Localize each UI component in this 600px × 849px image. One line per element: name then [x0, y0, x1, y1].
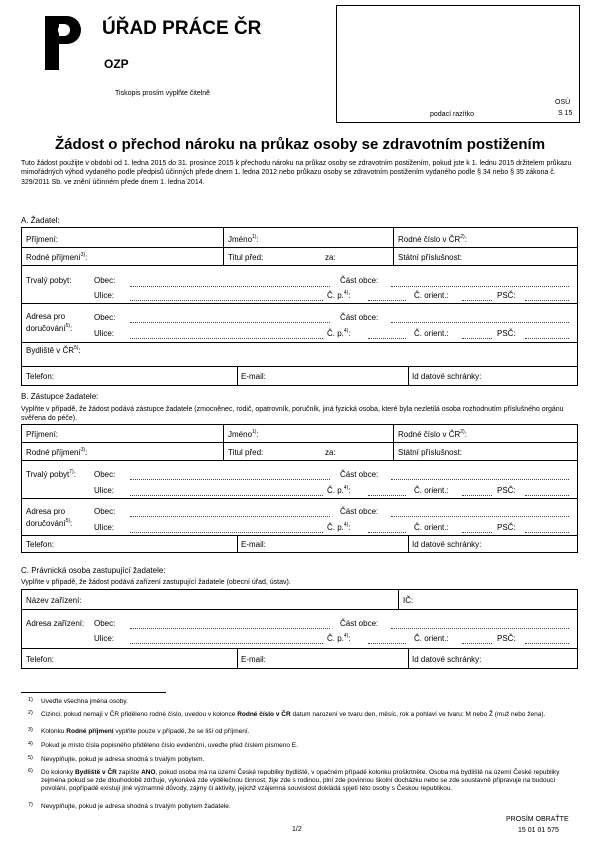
page-number: 1/2 [292, 826, 302, 833]
c-adresa-zarizeni-label: Adresa zařízení: [26, 619, 85, 628]
a-trvaly-pobyt-label: Trvalý pobyt: [26, 276, 72, 285]
office-name: ÚŘAD PRÁCE ČR [102, 18, 262, 39]
a-cast-obce2-label: Část obce: [340, 313, 379, 322]
a-adresa-pro-label: Adresa pro [26, 312, 66, 321]
c-ulice-label: Ulice: [94, 634, 115, 643]
footnote-text-part: ANO [141, 769, 156, 776]
a-c-orient2-label: Č. orient.: [414, 329, 449, 338]
a-ulice-label: Ulice: [94, 291, 115, 300]
footnote-text [41, 742, 576, 750]
c-obec-label: Obec: [94, 619, 116, 628]
c-ic-label: IČ: [403, 596, 414, 605]
footnote-number: 2) [28, 710, 33, 716]
footnote-text [41, 803, 576, 811]
c-cp-label: Č. p.$^{4)}$: [327, 633, 351, 643]
a-rodne-cislo-label: Rodné číslo v ČR$^{2)}$: [398, 234, 467, 244]
footnote-text-part: Nevyplňujte, pokud je adresa shodná s trvalým pobytem žadatele. [41, 803, 231, 810]
footnote-text [41, 698, 576, 706]
footnote-text-part: Kolonku [41, 728, 67, 735]
a-titul-pred-label: Titul před: [228, 253, 264, 262]
a-bydliste-label: Bydliště v ČR$^{5)}$: [26, 345, 81, 355]
b-ulice2-label: Ulice: [94, 523, 115, 532]
b-ulice-label: Ulice: [94, 486, 115, 495]
a-cp2-label: Č. p.$^{4)}$: [327, 328, 351, 338]
form-code-2: S 15 [558, 110, 573, 117]
intro-text: Tuto žádost použijte v období od 1. ledna 2015 do 31. prosince 2015 k přechodu nároku na průkaz osoby se zdravotním postižením, pokud jste k 1. lednu 2015 držitelem průkazu mimořádných výhod vydaného podle předpisů účinných přede dnem 1. ledna 2012 nebo průkazu osoby se zdravotním postižením vydaného podle § 34 nebo § 35 zákona č. 329/2011 Sb. ve znění účinném přede dnem 1. ledna 2014. [21, 160, 572, 186]
section-b-title: B. Zástupce žadatele: [21, 392, 99, 401]
footnote-text-part: Bydliště v ČR [74, 769, 117, 776]
footnote-text [41, 756, 576, 764]
footnote-number: 4) [28, 741, 33, 747]
a-za-label: za: [325, 253, 336, 262]
c-nazev-zarizeni-label: Název zařízení: [26, 596, 82, 605]
c-telefon-label: Telefon: [26, 655, 55, 664]
footnote-number: 7) [28, 802, 33, 808]
b-prijmeni-label: Příjmení: [26, 430, 59, 439]
b-trvaly-pobyt-label: Trvalý pobyt$^{7)}$: [26, 469, 76, 479]
section-a-box [21, 227, 578, 386]
b-titul-pred-label: Titul před: [228, 448, 264, 457]
footnote-text [41, 728, 576, 736]
section-c-box [21, 589, 578, 669]
a-cp-label: Č. p.$^{4)}$: [327, 290, 351, 300]
b-cast-obce2-label: Část obce: [340, 507, 379, 516]
b-obec2-label: Obec: [94, 507, 116, 516]
b-za-label: za: [325, 448, 336, 457]
b-rodne-cislo-label: Rodné číslo v ČR$^{2)}$: [398, 429, 467, 439]
b-telefon-label: Telefon: [26, 540, 55, 549]
c-email-label: E-mail: [241, 655, 266, 664]
section-c-note: Vyplňte v případě, že žádost podává zařízení zastupující žadatele (obecní úřad, ústav). [21, 579, 291, 586]
b-c-orient-label: Č. orient.: [414, 486, 449, 495]
page-title: Žádost o přechod nároku na průkaz osoby se zdravotním postižením [54, 136, 546, 153]
a-prijmeni-label: Příjmení: [26, 235, 59, 244]
turn-over-note: PROSÍM OBRAŤTE [506, 816, 569, 823]
b-datova-schranka-label: Id datové schránky: [412, 540, 482, 549]
a-c-orient-label: Č. orient.: [414, 291, 449, 300]
b-jmeno-label: Jméno$^{1)}$: [228, 429, 259, 439]
c-datova-schranka-label: Id datové schránky: [412, 655, 482, 664]
footnote-text-part: zapište [116, 769, 142, 776]
b-psc-label: PSČ: [497, 486, 516, 495]
footnote-text-part: Uveďte všechna jména osoby. [41, 698, 128, 705]
a-psc-label: PSČ: [497, 291, 516, 300]
footnote-text-part: Nevyplňujte, pokud je adresa shodná s trvalým pobytem. [41, 756, 205, 763]
footnote-text-part: vyplňte pouze v případě, že se liší od příjmení. [113, 728, 250, 735]
a-email-label: E-mail: [241, 372, 266, 381]
section-c-title: C. Právnická osoba zastupující žadatele: [21, 566, 166, 575]
a-telefon-label: Telefon: [26, 372, 55, 381]
footnote-text-part: Do kolonky [41, 769, 75, 776]
b-cp2-label: Č. p.$^{4)}$: [327, 522, 351, 532]
b-cast-obce-label: Část obce: [340, 470, 379, 479]
footnote-separator [21, 692, 166, 693]
footnote-text-part: Cizinci, pokud nemají v ČR přiděleno rodné číslo, uvedou v kolonce [41, 711, 238, 718]
b-obec-label: Obec: [94, 470, 116, 479]
a-ulice2-label: Ulice: [94, 329, 115, 338]
c-cast-obce-label: Část obce: [340, 619, 379, 628]
footnote-number: 1) [28, 697, 33, 703]
section-a-title: A. Žadatel: [21, 216, 60, 225]
b-dorucovani-label: doručování$^{5)}$: [26, 518, 73, 528]
b-cp-label: Č. p.$^{4)}$: [327, 485, 351, 495]
section-b-note: Vyplňte v případě, že žádost podává zástupce žadatele (zmocněnec, rodič, opatrovník, poručník, jiná fyzická osoba, které byla nezletilá osoba rozhodnutím příslušného orgánu svěřena do péče). [21, 406, 564, 422]
b-c-orient2-label: Č. orient.: [414, 523, 449, 532]
b-rodne-prijmeni-label: Rodné příjmení$^{3)}$: [26, 447, 88, 457]
a-jmeno-label: Jméno$^{1)}$: [228, 234, 259, 244]
stamp-label: podací razítko [430, 111, 474, 118]
c-c-orient-label: Č. orient.: [414, 634, 449, 643]
footnote-text-part: , pokud osoba má na území České republiky bydliště, v opačném případě kolonku proškrtněte. Osoba má bydliště na území České republiky zejména pokud se zde dlouhodobě zdržuje, vykonává zde výdělečnou činnost, žije zde s rodinou, plní zde povinnou školní docházku nebo se zde soustavně připravuje na budoucí povolání, popřípadě existují jiné významné důvody, zájmy či aktivity, jejichž vzájemná souvislost dokládá spjetí této osoby s Českou republikou. [41, 769, 560, 792]
office-logo [37, 14, 81, 72]
b-adresa-pro-label: Adresa pro [26, 507, 66, 516]
b-psc2-label: PSČ: [497, 523, 516, 532]
footnote-number: 6) [28, 768, 33, 774]
a-rodne-prijmeni-label: Rodné příjmení$^{3)}$: [26, 252, 88, 262]
form-number: 15 01 01 575 [518, 827, 559, 834]
footnote-text-part: Pokud je místo čísla popisného přiděleno číslo evidenční, uveďte před číslem písmeno E. [41, 742, 298, 749]
a-statni-prislusnost-label: Státní příslušnost: [398, 253, 463, 262]
form-code-1: OSÚ [555, 99, 571, 106]
c-psc-label: PSČ: [497, 634, 516, 643]
footnote-number: 3) [28, 727, 33, 733]
b-email-label: E-mail: [241, 540, 266, 549]
stamp-box[interactable] [336, 5, 580, 123]
footnote-text-part: Rodné příjmení [66, 728, 114, 735]
b-statni-prislusnost-label: Státní příslušnost: [398, 448, 463, 457]
department: OZP [104, 57, 129, 71]
a-psc2-label: PSČ: [497, 329, 516, 338]
footnote-text-part: Rodné číslo v ČR [237, 711, 291, 718]
a-datova-schranka-label: Id datové schránky: [412, 372, 482, 381]
instruction: Tiskopis prosím vyplňte čitelně [115, 90, 211, 97]
a-obec-label: Obec: [94, 276, 116, 285]
footnote-number: 5) [28, 755, 33, 761]
footnote-text [41, 769, 576, 793]
a-dorucovani-label: doručování$^{5)}$: [26, 323, 73, 333]
footnote-text [41, 711, 576, 719]
footnote-text-part: datum narození ve tvaru den, měsíc, rok a pohlaví ve tvaru: M nebo Ž (muž nebo žena). [290, 711, 546, 718]
a-cast-obce-label: Část obce: [340, 276, 379, 285]
a-obec2-label: Obec: [94, 313, 116, 322]
